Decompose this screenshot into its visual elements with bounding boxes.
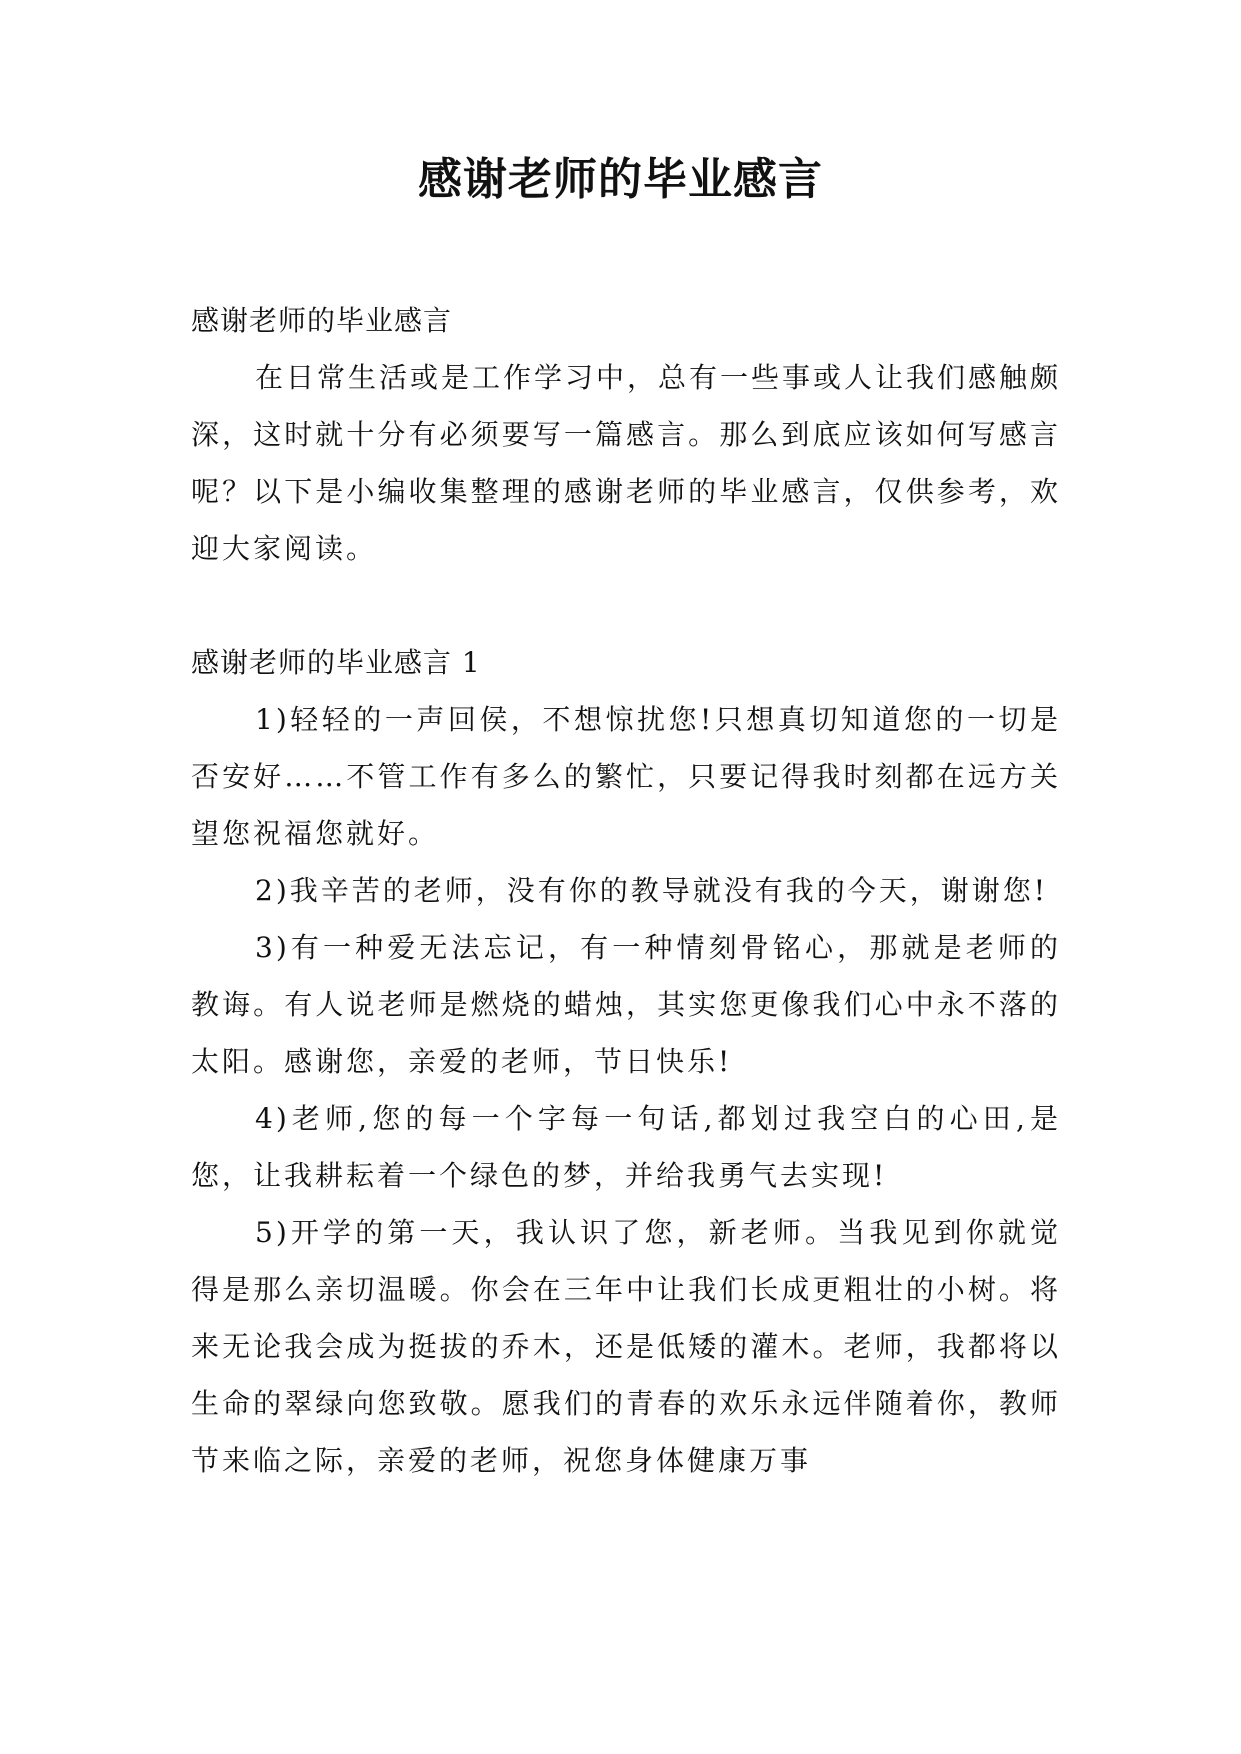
list-item: 4)老师,您的每一个字每一句话,都划过我空白的心田,是您，让我耕耘着一个绿色的梦，并给我勇气去实现!	[191, 1102, 1061, 1192]
list-item: 2)我辛苦的老师，没有你的教导就没有我的今天，谢谢您!	[255, 874, 1048, 907]
section-heading: 感谢老师的毕业感言 1	[191, 646, 481, 679]
list-item: 5)开学的第一天，我认识了您，新老师。当我见到你就觉得是那么亲切温暖。你会在三年中让我们长成更粗壮的小树。将来无论我会成为挺拔的乔木，还是低矮的灌木。老师，我都将以生命的翠绿向您致敬。愿我们的青春的欢乐永远伴随着你，教师节来临之际，亲爱的老师，祝您身体健康万事	[191, 1216, 1061, 1477]
document-title: 感谢老师的毕业感言	[418, 154, 823, 205]
intro-heading: 感谢老师的毕业感言	[191, 304, 453, 337]
document-body	[191, 292, 1061, 1489]
list-item: 3)有一种爱无法忘记，有一种情刻骨铭心，那就是老师的教诲。有人说老师是燃烧的蜡烛，其实您更像我们心中永不落的太阳。感谢您，亲爱的老师，节日快乐!	[191, 931, 1061, 1078]
list-item: 1)轻轻的一声回侯，不想惊扰您!只想真切知道您的一切是否安好……不管工作有多么的繁忙，只要记得我时刻都在远方关望您祝福您就好。	[191, 703, 1061, 850]
intro-paragraph: 在日常生活或是工作学习中，总有一些事或人让我们感触颇深，这时就十分有必须要写一篇感言。那么到底应该如何写感言呢？以下是小编收集整理的感谢老师的毕业感言，仅供参考，欢迎大家阅读。	[191, 361, 1062, 565]
